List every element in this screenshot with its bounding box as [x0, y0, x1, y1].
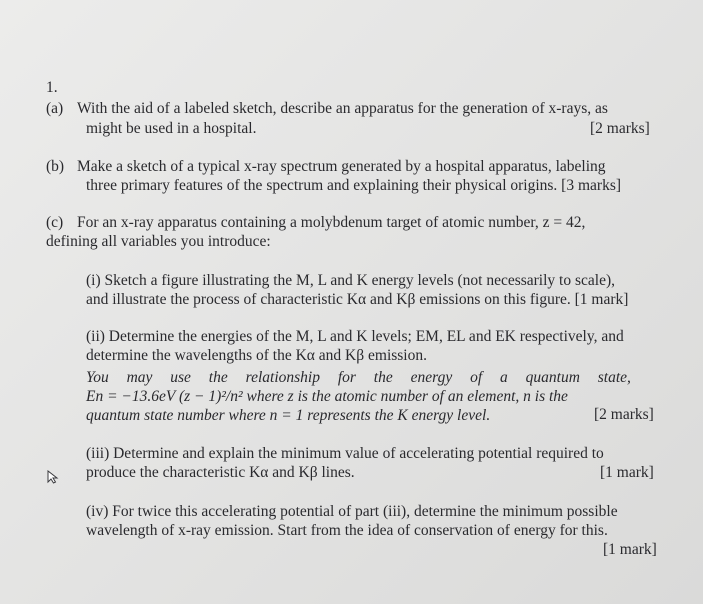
part-a-marks: [2 marks] — [590, 120, 650, 137]
part-c-ii-line-1: (ii) Determine the energies of the M, L and K levels; EM, EL and EK respectively, and — [86, 328, 624, 345]
part-c-label: (c) — [46, 214, 64, 231]
part-c-line-2: defining all variables you introduce: — [46, 233, 271, 250]
part-c-iii-line-1: (iii) Determine and explain the minimum value of accelerating potential required to — [86, 445, 604, 462]
part-c-ii-equation-line: En = −13.6eV (z − 1)²/n² where z is the atomic number of an element, n is the — [86, 388, 568, 405]
question-number: 1. — [46, 79, 58, 96]
part-c-i-line-1: (i) Sketch a figure illustrating the M, L and K energy levels (not necessarily to scale), — [86, 272, 615, 289]
part-b-label: (b) — [46, 158, 65, 175]
part-c-iv-line-2: wavelength of x-ray emission. Start from the idea of conservation of energy for this. — [86, 522, 608, 539]
part-c-iii-line-2: produce the characteristic Kα and Kβ lines. — [86, 464, 355, 481]
part-c-line-1: For an x-ray apparatus containing a molybdenum target of atomic number, z = 42, — [77, 214, 586, 231]
part-b-line-2: three primary features of the spectrum and explaining their physical origins. [3 marks] — [86, 177, 622, 194]
part-c-ii-line-3: You may use the relationship for the energy of a quantum state, — [86, 369, 631, 386]
part-c-iv-marks: [1 mark] — [603, 541, 657, 558]
part-c-i-line-2: and illustrate the process of characteristic Kα and Kβ emissions on this figure. [1 mark] — [86, 291, 629, 308]
part-c-iv-line-1: (iv) For twice this accelerating potential of part (iii), determine the minimum possible — [86, 503, 618, 520]
part-c-iii-marks: [1 mark] — [600, 464, 654, 481]
part-a-line-1: With the aid of a labeled sketch, describe an apparatus for the generation of x-rays, as — [77, 100, 608, 117]
part-b-line-1: Make a sketch of a typical x-ray spectrum generated by a hospital apparatus, labeling — [77, 158, 606, 175]
part-c-ii-marks: [2 marks] — [594, 406, 654, 423]
mouse-pointer-icon — [47, 470, 61, 484]
part-a-line-2: might be used in a hospital. — [86, 120, 257, 137]
part-a-label: (a) — [46, 100, 64, 117]
part-c-ii-line-2: determine the wavelengths of the Kα and Kβ emission. — [86, 347, 427, 364]
part-c-ii-line-5: quantum state number where n = 1 represents the K energy level. — [86, 407, 491, 424]
